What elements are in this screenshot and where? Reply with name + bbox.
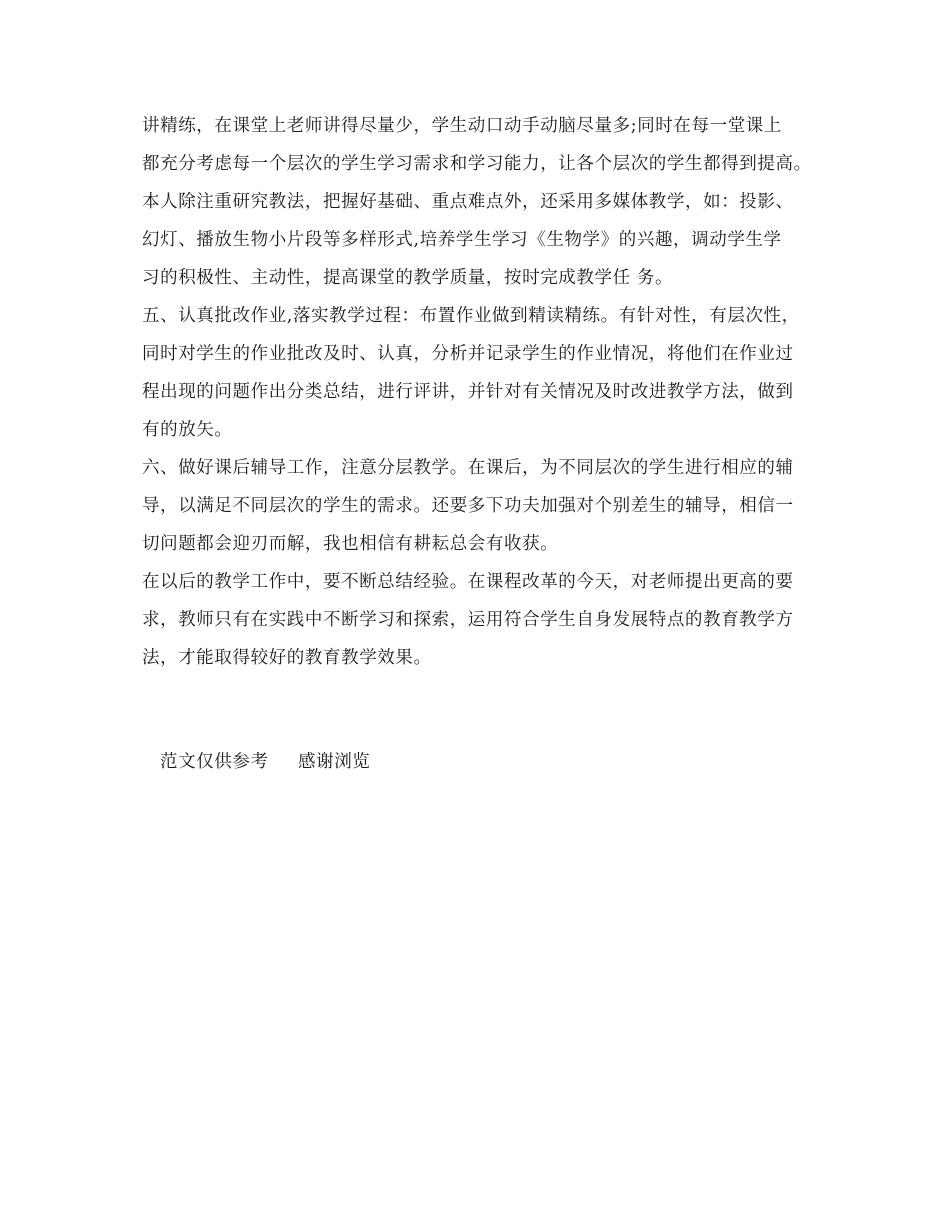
- text-line: 程出现的问题作出分类总结，进行评讲，并针对有关情况及时改进教学方法，做到: [142, 382, 794, 402]
- text-line: 讲精练，在课堂上老师讲得尽量少，学生动口动手动脑尽量多;同时在每一堂课上: [142, 116, 782, 136]
- text-line: 法，才能取得较好的教育教学效果。: [142, 648, 432, 668]
- text-line: 本人除注重研究教法，把握好基础、重点难点外，还采用多媒体教学，如：投影、: [142, 192, 794, 212]
- text-line: 习的积极性、主动性，提高课堂的教学质量，按时完成教学任 务。: [142, 268, 674, 288]
- text-line: 有的放矢。: [142, 420, 233, 440]
- text-line: 六、做好课后辅导工作，注意分层教学。在课后，为不同层次的学生进行相应的辅: [142, 458, 794, 478]
- footer-reference-note: 范文仅供参考: [160, 752, 269, 772]
- text-line: 同时对学生的作业批改及时、认真，分析并记录学生的作业情况，将他们在作业过: [142, 344, 794, 364]
- text-line: 求，教师只有在实践中不断学习和探索，运用符合学生自身发展特点的教育教学方: [142, 610, 794, 630]
- text-line: 导，以满足不同层次的学生的需求。还要多下功夫加强对个别差生的辅导，相信一: [142, 496, 794, 516]
- text-line: 在以后的教学工作中，要不断总结经验。在课程改革的今天，对老师提出更高的要: [142, 572, 794, 592]
- text-line: 五、认真批改作业,落实教学过程：布置作业做到精读精练。有针对性，有层次性，: [142, 306, 800, 326]
- text-line: 幻灯、播放生物小片段等多样形式,培养学生学习《生物学》的兴趣，调动学生学: [142, 230, 782, 250]
- text-line: 切问题都会迎刃而解，我也相信有耕耘总会有收获。: [142, 534, 559, 554]
- text-line: 都充分考虑每一个层次的学生学习需求和学习能力，让各个层次的学生都得到提高。: [142, 154, 812, 174]
- footer-thanks-note: 感谢浏览: [298, 752, 371, 772]
